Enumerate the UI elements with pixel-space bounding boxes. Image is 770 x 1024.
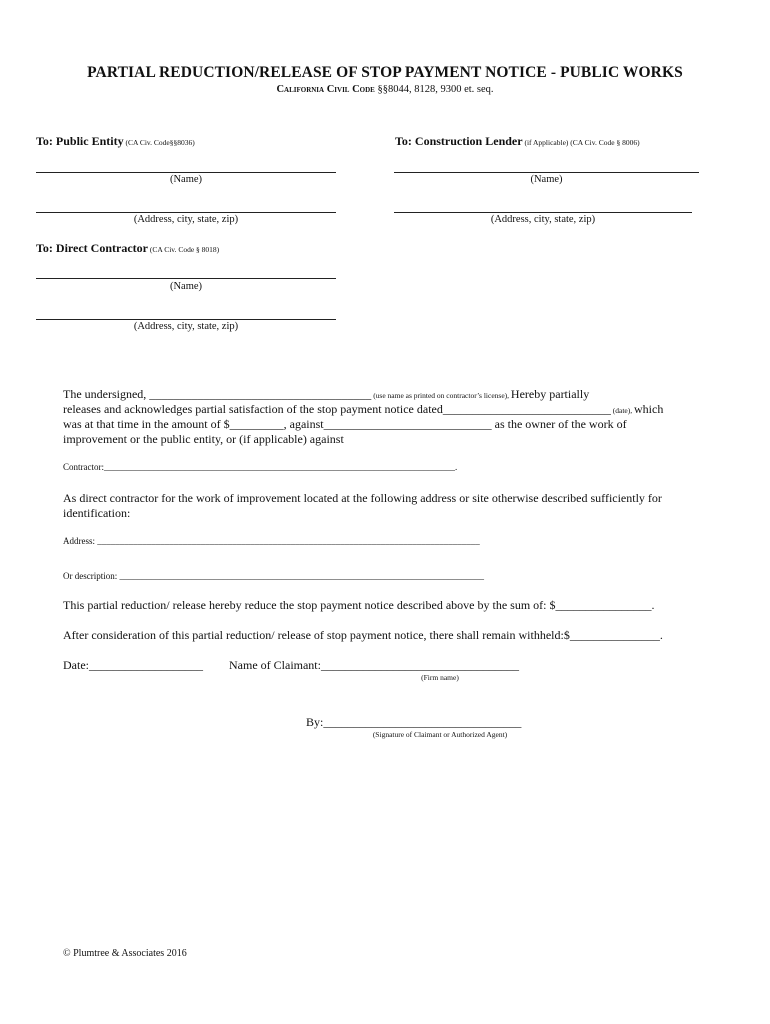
reduction-amount-line: This partial reduction/ release hereby reduce the stop payment notice described above by the sum of: $________________. [63, 598, 655, 612]
direct-contractor-paragraph-line-1: As direct contractor for the work of improvement located at the following address or site otherwise described sufficiently for [63, 491, 662, 505]
construction-lender-name-line[interactable] [394, 172, 699, 173]
which-text: which [634, 402, 664, 416]
copyright-footer: © Plumtree & Associates 2016 [63, 948, 187, 959]
direct-contractor-name-line[interactable] [36, 278, 336, 279]
construction-lender-label: To: Construction Lender [395, 134, 523, 148]
construction-lender-address-line[interactable] [394, 212, 692, 213]
claimant-name-field[interactable]: Name of Claimant:_________________________________ [229, 658, 519, 672]
signature-field[interactable]: By:_________________________________ [306, 715, 522, 729]
description-field[interactable] [63, 571, 484, 581]
license-note: (use name as printed on contractor’s license), [371, 391, 511, 400]
direct-contractor-note: (CA Civ. Code § 8018) [147, 245, 220, 254]
direct-contractor-name-caption: (Name) [169, 281, 203, 292]
public-entity-note: (CA Civ. Code§§8036) [123, 138, 195, 147]
code-label: California Civil Code [276, 84, 375, 95]
direct-contractor-heading [36, 241, 219, 256]
date-field[interactable]: Date:___________________ [63, 658, 203, 672]
document-title: PARTIAL REDUCTION/RELEASE OF STOP PAYMENT NOTICE - PUBLIC WORKS [87, 64, 683, 81]
direct-contractor-address-line[interactable] [36, 319, 336, 320]
remaining-withheld-line: After consideration of this partial reduction/ release of stop payment notice, there shall remain withheld:$_______________. [63, 628, 663, 642]
construction-lender-address-caption: (Address, city, state, zip) [490, 214, 596, 225]
public-entity-address-line[interactable] [36, 212, 336, 213]
description-label: Or description: [63, 571, 120, 581]
signature-caption: (Signature of Claimant or Authorized Agent) [372, 730, 508, 739]
direct-contractor-label: To: Direct Contractor [36, 241, 148, 255]
construction-lender-heading [395, 134, 640, 149]
construction-lender-name-caption: (Name) [530, 174, 563, 185]
address-label: Address: [63, 536, 98, 546]
address-field[interactable] [63, 536, 480, 546]
contractor-line[interactable]: ______________________________________________________________________________. [104, 462, 458, 472]
contractor-field[interactable] [63, 462, 457, 472]
hereby-text: Hereby partially [510, 387, 590, 401]
public-entity-name-line[interactable] [36, 172, 336, 173]
description-line[interactable]: _________________________________________________________________________________ [119, 571, 484, 581]
construction-lender-note: (if Applicable) (CA Civ. Code § 8006) [522, 138, 640, 147]
direct-contractor-address-caption: (Address, city, state, zip) [133, 321, 239, 332]
code-sections: §§8044, 8128, 9300 et. seq. [374, 84, 494, 95]
public-entity-heading [36, 134, 195, 149]
public-entity-label: To: Public Entity [36, 134, 124, 148]
direct-contractor-paragraph-line-2: identification: [63, 506, 131, 520]
improvement-line: improvement or the public entity, or (if applicable) against [63, 432, 344, 446]
undersigned-start: The undersigned, _____________________________________ [63, 387, 372, 401]
public-entity-name-caption: (Name) [169, 174, 203, 185]
code-reference [0, 84, 770, 95]
undersigned-line [63, 387, 589, 402]
contractor-label: Contractor: [63, 462, 104, 472]
address-line[interactable]: _____________________________________________________________________________________ [97, 536, 480, 546]
amount-line: was at that time in the amount of $_________, against____________________________ as the owner of the work of [63, 417, 627, 431]
date-note: (date), [610, 406, 634, 415]
releases-line [63, 402, 663, 417]
firm-name-caption: (Firm name) [421, 673, 459, 682]
releases-text: releases and acknowledges partial satisfaction of the stop payment notice dated____________________________ [63, 402, 611, 416]
public-entity-address-caption: (Address, city, state, zip) [133, 214, 239, 225]
